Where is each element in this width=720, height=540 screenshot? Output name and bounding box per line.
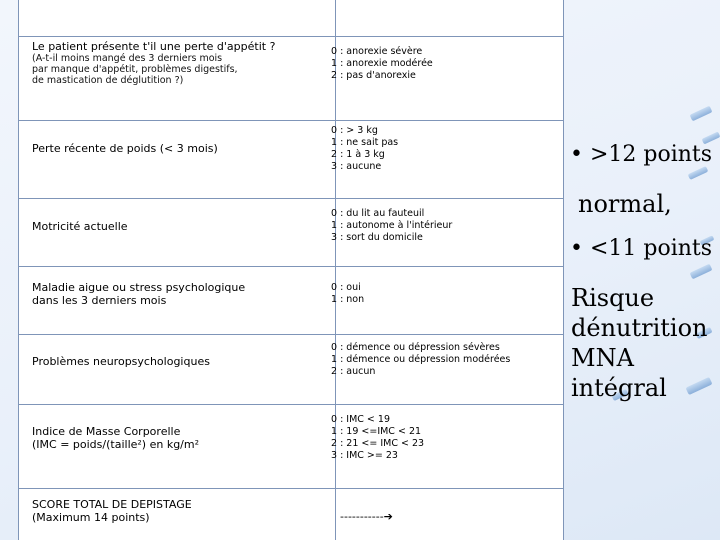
row-bmi-label: [32, 425, 199, 451]
decorative-streak: [690, 106, 713, 122]
score-option: 0 : IMC < 19: [331, 414, 391, 425]
score-option: 2 : 1 à 3 kg: [331, 149, 385, 160]
score-option: 3 : sort du domicile: [331, 232, 423, 243]
decorative-streak: [690, 264, 713, 280]
row-divider: [19, 334, 563, 335]
score-option: 2 : pas d'anorexie: [331, 70, 416, 81]
criterion-label: Le patient présente t'il une perte d'appétit ?: [32, 40, 276, 53]
row-mobility-scores: [331, 208, 452, 244]
score-option: 3 : IMC >= 23: [331, 450, 398, 461]
score-option: 2 : aucun: [331, 366, 376, 377]
score-option: 0 : > 3 kg: [331, 125, 378, 136]
score-option: 0 : oui: [331, 282, 361, 293]
score-option: 1 : anorexie modérée: [331, 58, 433, 69]
row-divider: [19, 36, 563, 37]
criterion-label: Motricité actuelle: [32, 220, 128, 233]
total-arrow: -----------➔: [340, 510, 393, 523]
criterion-sublabel: (A-t-il moins mangé des 3 derniers mois: [32, 53, 223, 64]
criterion-label: Indice de Masse Corporelle: [32, 425, 181, 438]
row-neuropsych-scores: [331, 342, 510, 378]
row-bmi-scores: [331, 414, 424, 462]
criterion-label: Perte récente de poids (< 3 mois): [32, 142, 218, 155]
risk-line: MNA: [571, 344, 634, 372]
criterion-label: Problèmes neuropsychologiques: [32, 355, 210, 368]
score-option: 1 : ne sait pas: [331, 137, 399, 148]
threshold-low-bullet: • <11 points: [570, 236, 713, 261]
row-appetite-scores: [331, 46, 433, 82]
criterion-label: (Maximum 14 points): [32, 511, 150, 524]
risk-line: dénutrition: [571, 314, 708, 342]
row-acute-illness-label: [32, 281, 245, 307]
score-option: 1 : autonome à l'intérieur: [331, 220, 453, 231]
score-option: 0 : anorexie sévère: [331, 46, 423, 57]
row-divider: [19, 404, 563, 405]
criterion-label: SCORE TOTAL DE DEPISTAGE: [32, 498, 192, 511]
row-divider: [19, 198, 563, 199]
screening-table: [18, 0, 564, 540]
criterion-sublabel: par manque d'appétit, problèmes digestifs,: [32, 64, 238, 75]
score-option: 0 : du lit au fauteuil: [331, 208, 425, 219]
row-acute-illness-scores: [331, 282, 364, 306]
score-option: 0 : démence ou dépression sévères: [331, 342, 500, 353]
score-option: 1 : 19 <=IMC < 21: [331, 426, 422, 437]
score-option: 2 : 21 <= IMC < 23: [331, 438, 425, 449]
row-divider: [19, 120, 563, 121]
criterion-label: Maladie aigue ou stress psychologique: [32, 281, 246, 294]
score-option: 3 : aucune: [331, 161, 382, 172]
risk-line: intégral: [571, 374, 667, 402]
row-weight-loss-label: [32, 142, 218, 155]
row-neuropsych-label: [32, 355, 210, 368]
risk-line: Risque: [571, 284, 655, 312]
row-divider: [19, 488, 563, 489]
threshold-low-result: [571, 283, 708, 403]
criterion-label: (IMC = poids/(taille²) en kg/m²: [32, 438, 200, 451]
threshold-high-result: normal,: [578, 190, 672, 218]
row-appetite-label: [32, 40, 275, 86]
threshold-high-bullet: • >12 points: [570, 142, 713, 167]
decorative-streak: [688, 166, 709, 180]
score-option: 1 : démence ou dépression modérées: [331, 354, 511, 365]
row-total-score-label: [32, 498, 192, 524]
criterion-sublabel: de mastication de déglutition ?): [32, 75, 184, 86]
criterion-label: dans les 3 derniers mois: [32, 294, 167, 307]
row-divider: [19, 266, 563, 267]
row-weight-loss-scores: [331, 125, 398, 173]
score-option: 1 : non: [331, 294, 365, 305]
row-mobility-label: [32, 220, 128, 233]
